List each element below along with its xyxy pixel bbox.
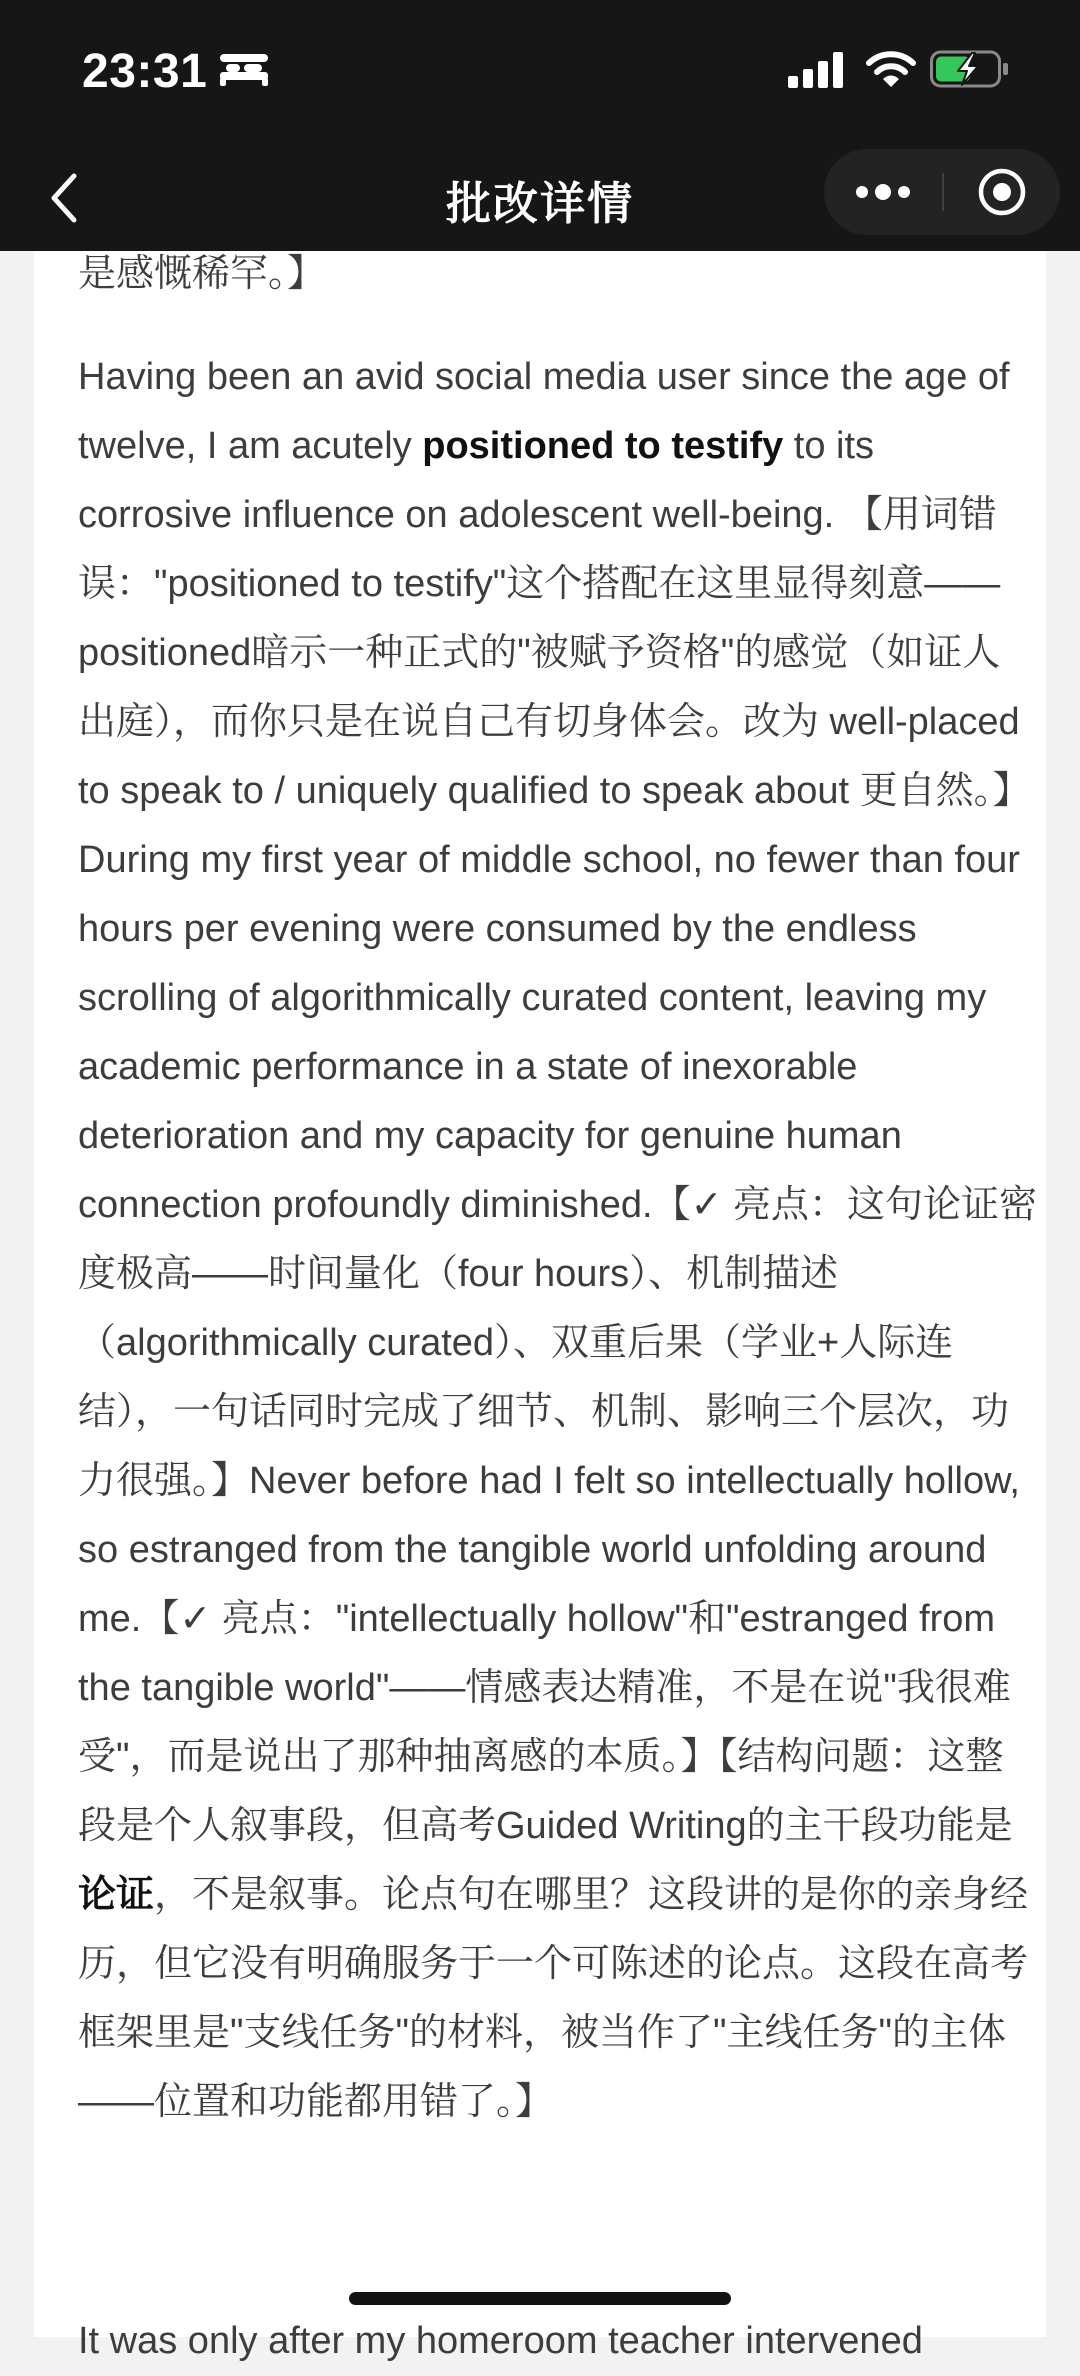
mini-program-capsule (824, 149, 1060, 235)
battery-charging-icon (930, 49, 1010, 94)
more-dots-icon (853, 182, 913, 202)
essay-text: Having been an avid social media user since the age of twelve, I am acutely (78, 356, 1010, 467)
home-indicator[interactable] (349, 2292, 731, 2305)
paragraph-fragment-top: 是感慨稀罕。】 (78, 253, 326, 295)
essay-text-comment-end: ，不是叙事。论点句在哪里？这段讲的是你的亲身经历，但它没有明确服务于一个可陈述的论点。这段在高考框架里是"支线任务"的材料，被当作了"主线任务"的主体——位置和功能都用错了。】 (78, 1874, 1029, 2123)
highlighted-keyword: 论证 (78, 1874, 155, 1916)
page-title: 批改详情 (445, 178, 634, 229)
close-button[interactable] (944, 149, 1060, 235)
essay-text-with-comments: to its corrosive influence on adolescent well-being. 【用词错误："positioned to testify"这个搭配在这里显得刻意——positioned暗示一种正式的"被赋予资格"的感觉（如证人出庭），而你只是在说自己有切身体会。改为 well-placed to speak to / uniquely qualified to speak about 更自然。】During my first year of middle school, no fewer than four hours per evening were consumed by the endless scrolling of algorithmically curated content, leaving my academic performance in a state of inexorable deterioration and my capacity for genuine human connection profoundly diminished.【✓ 亮点：这句论证密度极高——时间量化（four hours）、机制描述（algorithmically curated）、双重后果（学业+人际连结），一句话同时完成了细节、机制、影响三个层次，功力很强。】Never before had I felt so intellectually hollow, so estranged from the tangible world unfolding around me.【✓ 亮点："intellectually hollow"和"estranged from the tangible world"——情感表达精准，不是在说"我很难受"，而是说出了那种抽离感的本质。】【结构问题：这整段是个人叙事段，但高考Guided Writing的主干段功能是 (78, 425, 1037, 1847)
sleep-bed-icon (218, 52, 270, 93)
highlighted-phrase: positioned to testify (422, 425, 784, 467)
more-button[interactable] (824, 149, 942, 235)
essay-paragraph (78, 343, 1038, 2137)
cellular-signal-icon (788, 52, 846, 93)
essay-card (34, 251, 1046, 2362)
close-circle-icon (977, 167, 1027, 217)
status-bar (0, 0, 1080, 145)
navigation-bar (0, 145, 1080, 251)
paragraph-fragment-bottom: It was only after my homeroom teacher intervened (78, 2320, 923, 2362)
status-time: 23:31 (82, 45, 208, 98)
wifi-icon (866, 49, 916, 94)
